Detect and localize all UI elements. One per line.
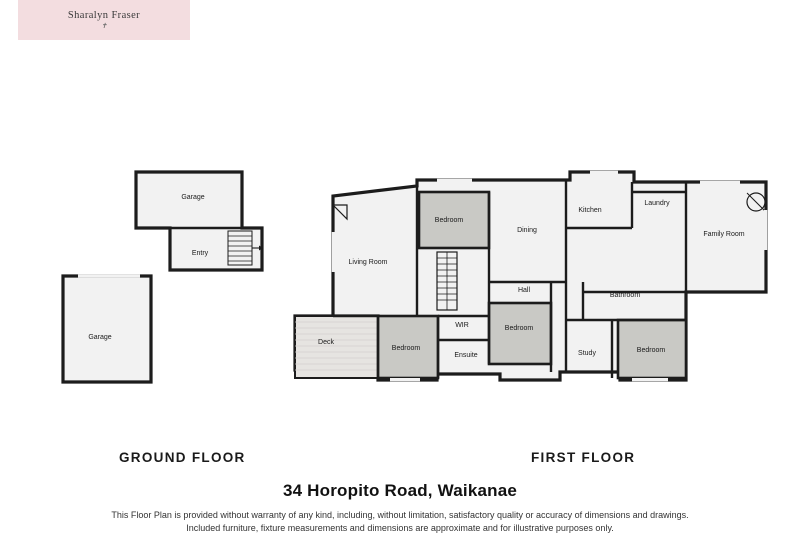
agency-tagline: ✝ bbox=[101, 22, 107, 30]
label-ensuite: Ensuite bbox=[454, 352, 478, 359]
label-dining: Dining bbox=[517, 227, 537, 234]
label-garage-upper: Garage bbox=[181, 194, 205, 201]
label-bedroom-right: Bedroom bbox=[636, 347, 666, 354]
ground-lower-outline bbox=[63, 276, 151, 382]
first-floor-plan bbox=[295, 172, 766, 380]
ground-floor-plan bbox=[63, 172, 263, 382]
first-floor-staircase bbox=[437, 252, 457, 310]
room-deck bbox=[295, 316, 378, 378]
disclaimer-line-2: Included furniture, fixture measurements and dimensions are approximate and for illustrative purposes only. bbox=[186, 523, 614, 533]
label-deck: Deck bbox=[318, 339, 334, 346]
label-bedroom-centre: Bedroom bbox=[504, 325, 534, 332]
label-wir: WIR bbox=[455, 322, 469, 329]
label-family-room: Family Room bbox=[703, 231, 745, 238]
disclaimer-line-1: This Floor Plan is provided without warranty of any kind, including, without limitation, satisfactory quality or accuracy of dimensions and drawings. bbox=[111, 510, 689, 520]
first-floor-caption: FIRST FLOOR bbox=[531, 450, 636, 465]
label-study: Study bbox=[578, 350, 596, 357]
label-bedroom-left: Bedroom bbox=[391, 345, 421, 352]
label-bathroom: Bathroom bbox=[609, 292, 641, 299]
property-address-title: 34 Horopito Road, Waikanae bbox=[282, 481, 518, 500]
label-hall: Hall bbox=[517, 287, 531, 294]
label-laundry: Laundry bbox=[644, 200, 670, 207]
disclaimer-block bbox=[0, 509, 800, 535]
label-kitchen: Kitchen bbox=[578, 207, 602, 214]
label-living-room: Living Room bbox=[348, 259, 388, 266]
label-garage-lower: Garage bbox=[88, 334, 112, 341]
agency-name: Sharalyn Fraser bbox=[67, 10, 141, 21]
room-bedroom-centre bbox=[489, 303, 551, 364]
label-bedroom-upper: Bedroom bbox=[434, 217, 464, 224]
ground-staircase bbox=[228, 231, 252, 265]
ground-floor-caption: GROUND FLOOR bbox=[119, 450, 246, 465]
label-entry: Entry bbox=[191, 250, 209, 257]
